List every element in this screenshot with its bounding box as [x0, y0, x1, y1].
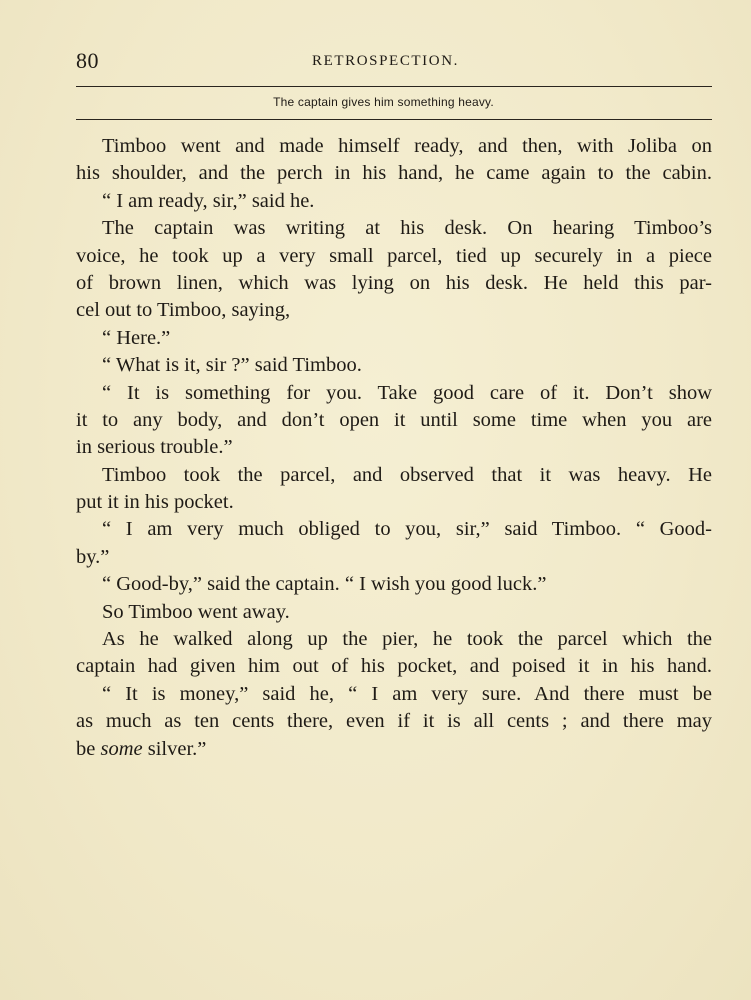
text-line: “ I am very much obliged to you, sir,” said Timboo. “ Good- — [102, 518, 712, 541]
body-text — [76, 133, 712, 763]
text-line: voice, he took up a very small parcel, tied up securely in a piece — [76, 244, 712, 267]
running-head: RETROSPECTION. — [312, 53, 459, 69]
text-line: of brown linen, which was lying on his desk. He held this par- — [76, 271, 712, 294]
text-segment: silver.” — [142, 737, 207, 760]
text-line: The captain was writing at his desk. On hearing Timboo’s — [102, 217, 712, 240]
text-line-last — [76, 736, 712, 763]
header-rule-top — [76, 86, 712, 87]
text-line: by.” — [76, 545, 110, 568]
text-line: “ What is it, sir ?” said Timboo. — [102, 354, 362, 377]
text-line: “ It is money,” said he, “ I am very sure. And there must be — [102, 682, 712, 705]
text-line: his shoulder, and the perch in his hand, he came again to the cabin. — [76, 162, 712, 185]
text-line: cel out to Timboo, saying, — [76, 299, 291, 322]
text-line: So Timboo went away. — [102, 600, 290, 623]
text-line: “ Good-by,” said the captain. “ I wish you good luck.” — [102, 573, 547, 596]
text-segment: be — [76, 737, 101, 760]
text-line: “ It is something for you. Take good care of it. Don’t show — [102, 381, 712, 404]
text-line: it to any body, and don’t open it until some time when you are — [76, 408, 712, 431]
illustration-caption: The captain gives him something heavy. — [273, 95, 494, 109]
header-rule-bottom — [76, 119, 712, 120]
text-line: “ Here.” — [102, 326, 171, 349]
text-line: captain had given him out of his pocket, and poised it in his hand. — [76, 655, 712, 678]
italic-word: some — [100, 737, 143, 760]
text-line: as much as ten cents there, even if it is all cents ; and there may — [76, 710, 712, 733]
text-line: put it in his pocket. — [76, 491, 234, 514]
text-line: As he walked along up the pier, he took the parcel which the — [102, 628, 712, 651]
text-line: Timboo went and made himself ready, and then, with Joliba on — [102, 135, 712, 157]
text-line: Timboo took the parcel, and observed that it was heavy. He — [102, 463, 712, 486]
text-line: in serious trouble.” — [76, 436, 233, 459]
text-line: “ I am ready, sir,” said he. — [102, 189, 315, 212]
page-number: 80 — [76, 48, 99, 73]
